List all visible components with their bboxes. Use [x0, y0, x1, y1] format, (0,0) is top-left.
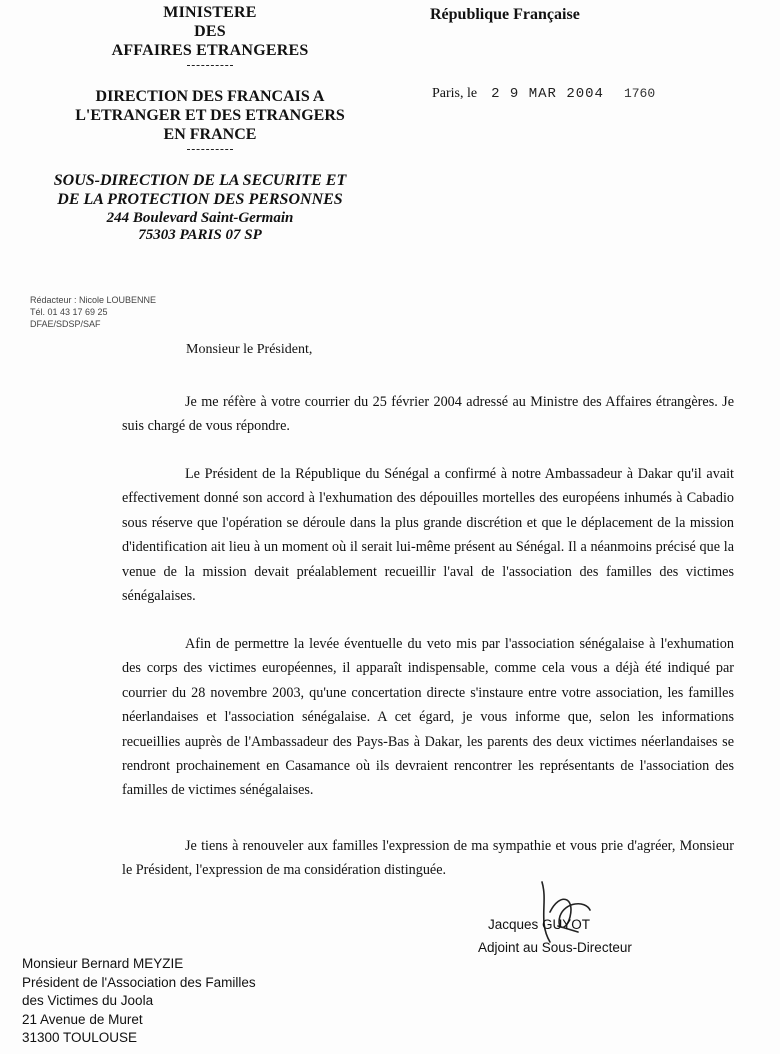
recipient-line: des Victimes du Joola [22, 993, 154, 1008]
reference-block [30, 294, 156, 330]
direction-line: L'ETRANGER ET DES ETRANGERS [75, 106, 345, 124]
date-stamp: 2 9 MAR 2004 [491, 86, 604, 102]
ministry-line: AFFAIRES ETRANGERES [111, 41, 309, 59]
header-divider [187, 65, 233, 66]
salutation: Monsieur le Président, [186, 342, 313, 357]
body-paragraph [122, 390, 734, 439]
address-line: 244 Boulevard Saint-Germain [106, 209, 294, 226]
direction-line: DIRECTION DES FRANCAIS A [95, 88, 325, 105]
body-paragraph [122, 462, 734, 608]
recipient-address [22, 955, 256, 1048]
body-paragraph [122, 632, 734, 803]
body-paragraph [122, 834, 734, 883]
direction-line: EN FRANCE [163, 125, 257, 143]
header-divider [187, 149, 233, 150]
sous-direction-header [30, 172, 370, 245]
reference-stamp: 1760 [623, 86, 656, 101]
reference-line: Rédacteur : Nicole LOUBENNE [30, 295, 157, 305]
recipient-line: Président de l'Association des Familles [22, 974, 256, 990]
sous-direction-line: DE LA PROTECTION DES PERSONNES [57, 190, 343, 208]
signatory-name: Jacques GUYOT [488, 917, 591, 932]
ministry-line: MINISTERE [163, 4, 257, 21]
reference-line: DFAE/SDSP/SAF [30, 319, 101, 329]
reference-line: Tél. 01 43 17 69 25 [30, 307, 108, 317]
paragraph-text: Je me réfère à votre courrier du 25 février 2004 adressé au Ministre des Affaires étrangères. Je suis chargé de vous répondre. [122, 394, 734, 435]
direction-header [50, 88, 370, 156]
sous-direction-line: SOUS-DIRECTION DE LA SECURITE ET [53, 172, 347, 189]
paragraph-text: Afin de permettre la levée éventuelle du veto mis par l'association sénégalaise à l'exhumation des corps des victimes européennes, il apparaît indispensable, comme cela vous a déjà été indiqué par courrier du 28 novembre 2003, qu'une concertation directe s'instaure entre votre association, les familles néerlandaises et l'association sénégalaise. A cet égard, je vous informe que, selon les informations recueillies auprès de l'Ambassadeur des Pays-Bas à Dakar, les parents des deux victimes néerlandaises se rendront prochainement en Casamance où ils devraient rencontrer les représentants de l'association des familles de victimes sénégalaises. [122, 636, 734, 799]
signatory-title: Adjoint au Sous-Directeur [478, 940, 632, 955]
recipient-line: 31300 TOULOUSE [22, 1030, 138, 1045]
date-line [432, 86, 655, 102]
recipient-line: Monsieur Bernard MEYZIE [22, 956, 184, 971]
ministry-line: DES [194, 22, 226, 40]
address-line: 75303 PARIS 07 SP [138, 227, 262, 244]
place-label: Paris, le [432, 86, 478, 101]
recipient-line: 21 Avenue de Muret [22, 1011, 143, 1027]
paragraph-text: Le Président de la République du Sénégal a confirmé à notre Ambassadeur à Dakar qu'il avait effectivement donné son accord à l'exhumation des dépouilles mortelles des européens inhumés à Cabadio sous réserve que l'opération se déroule dans la plus grande discrétion et que le déplacement de la mission d'identification ait lieu à un moment où il serait lui-même présent au Sénégal. Il a néanmoins précisé que la venue de la mission devait préalablement recueillir l'aval de l'association des familles des victimes sénégalaises. [122, 466, 734, 605]
republic-title: République Française [430, 6, 580, 23]
paragraph-text: Je tiens à renouveler aux familles l'expression de ma sympathie et vous prie d'agréer, Monsieur le Président, l'expression de ma considération distinguée. [122, 838, 734, 879]
ministry-header [60, 4, 360, 72]
